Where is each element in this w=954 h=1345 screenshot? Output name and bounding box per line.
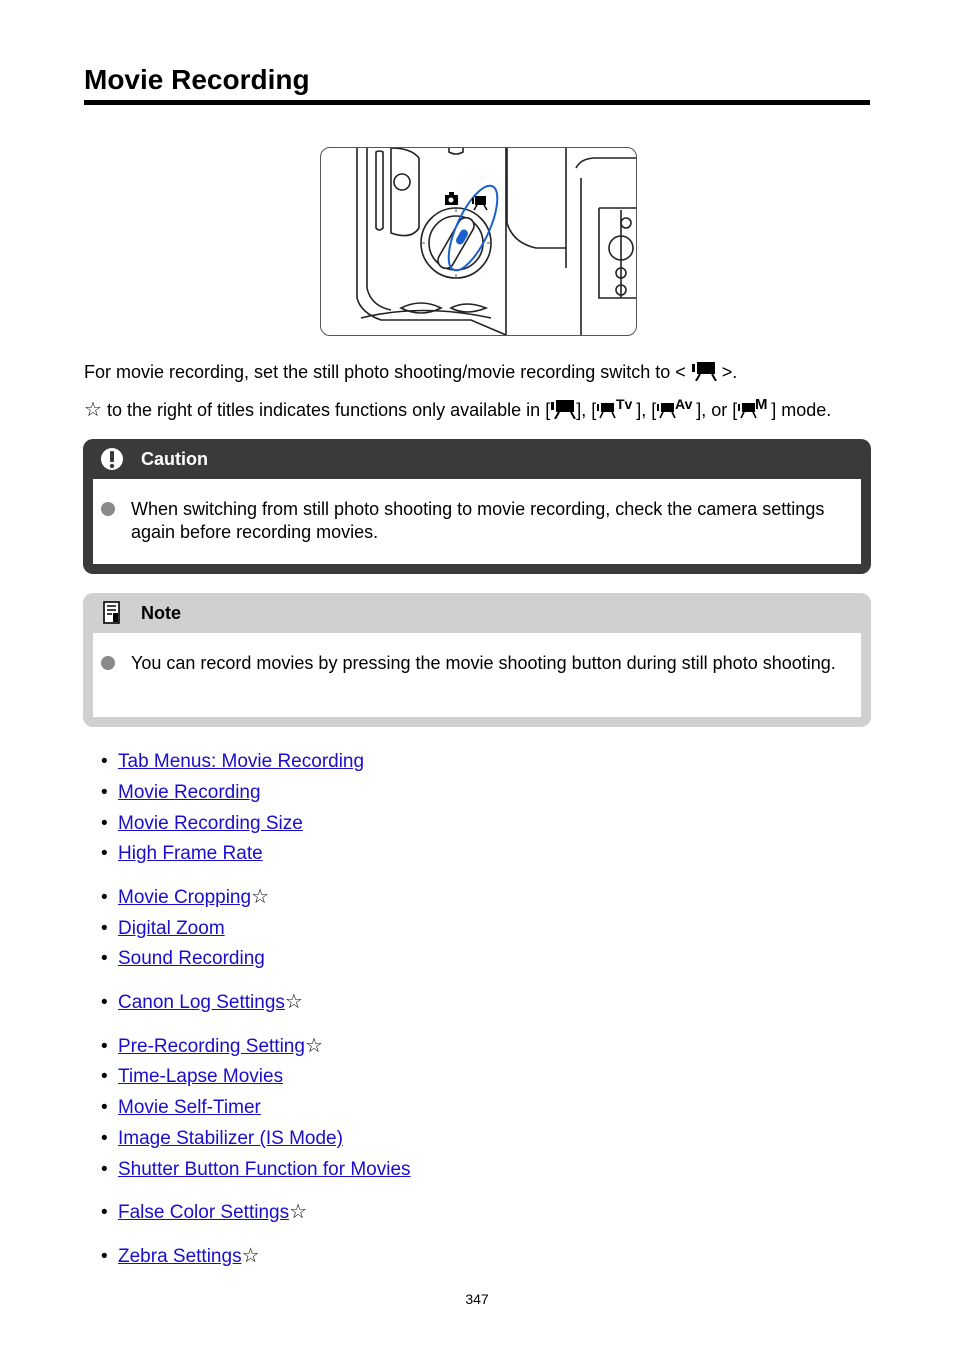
movie-tv-mode-icon — [596, 397, 636, 424]
link-movie-recording-size[interactable]: Movie Recording Size — [118, 813, 303, 834]
list-item: • Tab Menus: Movie Recording — [101, 751, 365, 772]
list-item: • Movie Self-Timer — [101, 1097, 261, 1118]
link-time-lapse-movies[interactable]: Time-Lapse Movies — [118, 1066, 284, 1087]
caution-header — [93, 439, 861, 479]
caution-label: Caution — [141, 448, 208, 469]
intro-line-2 — [84, 397, 831, 424]
av-label: Av — [675, 397, 693, 412]
list-item: • Sound Recording — [101, 948, 265, 969]
list-item: • Movie Recording Size — [101, 813, 303, 834]
list-item: • Zebra Settings☆ — [101, 1245, 260, 1267]
list-item: • Movie Recording — [101, 782, 261, 803]
link-movie-self-timer[interactable]: Movie Self-Timer — [118, 1097, 261, 1118]
list-item: • Canon Log Settings☆ — [101, 991, 303, 1013]
list-item: • High Frame Rate — [101, 843, 263, 864]
list-item: • Image Stabilizer (IS Mode) — [101, 1128, 343, 1149]
caution-body — [93, 479, 861, 564]
intro-text-c: to the right of titles indicates functions only available in [ — [101, 400, 551, 420]
sep-2: ], [ — [636, 400, 657, 420]
list-item: • Movie Cropping☆ — [101, 886, 270, 908]
list-item: • Pre-Recording Setting☆ — [101, 1035, 323, 1057]
list-item: • Time-Lapse Movies — [101, 1066, 284, 1087]
movie-icon — [691, 361, 717, 386]
bullet-circle-icon — [101, 656, 115, 670]
note-box — [83, 593, 871, 727]
link-digital-zoom[interactable]: Digital Zoom — [118, 918, 225, 939]
list-item: • Digital Zoom — [101, 918, 225, 939]
link-sound-recording[interactable]: Sound Recording — [118, 948, 265, 969]
sep-1: ], [ — [576, 400, 597, 420]
link-high-frame-rate[interactable]: High Frame Rate — [118, 843, 263, 864]
intro-text-a: For movie recording, set the still photo shooting/movie recording switch to < — [84, 362, 691, 382]
star-icon: ☆ — [284, 991, 303, 1013]
link-movie-cropping[interactable]: Movie Cropping — [118, 887, 252, 908]
list-item: • False Color Settings☆ — [101, 1201, 308, 1223]
sep-3: ], or [ — [696, 400, 738, 420]
link-image-stabilizer[interactable]: Image Stabilizer (IS Mode) — [118, 1128, 343, 1149]
note-icon — [93, 601, 131, 625]
note-text: You can record movies by pressing the movie shooting button during still photo shooting. — [131, 653, 836, 673]
link-pre-recording-setting[interactable]: Pre-Recording Setting — [118, 1036, 305, 1057]
link-canon-log-settings[interactable]: Canon Log Settings — [118, 992, 285, 1013]
bullet-circle-icon — [101, 502, 115, 516]
camera-switch-illustration — [320, 147, 637, 336]
link-movie-recording[interactable]: Movie Recording — [118, 782, 261, 803]
intro-text-d: ] mode. — [771, 400, 832, 420]
tv-label: Tv — [616, 397, 633, 412]
link-false-color-settings[interactable]: False Color Settings — [118, 1202, 290, 1223]
intro-text-b: >. — [716, 362, 738, 382]
m-label: M — [755, 397, 768, 413]
intro-line-1 — [84, 361, 737, 386]
link-zebra-settings[interactable]: Zebra Settings — [118, 1246, 242, 1267]
link-tab-menus-movie-recording[interactable]: Tab Menus: Movie Recording — [118, 751, 365, 772]
movie-av-mode-icon — [656, 397, 696, 424]
page-number: 347 — [465, 1291, 489, 1307]
caution-text: When switching from still photo shooting to movie recording, check the camera settings again before recording movies. — [131, 499, 825, 542]
star-icon: ☆ — [289, 1201, 308, 1223]
star-icon: ☆ — [241, 1245, 260, 1267]
star-icon: ☆ — [251, 886, 270, 908]
caution-box — [83, 439, 871, 574]
note-header — [93, 593, 861, 633]
page-title: Movie Recording — [84, 62, 870, 105]
star-icon: ☆ — [304, 1035, 323, 1057]
star-icon: ☆ — [84, 399, 102, 421]
movie-m-mode-icon — [737, 397, 771, 424]
caution-icon — [93, 447, 131, 471]
note-label: Note — [141, 602, 181, 623]
camera-body-drawing — [321, 148, 636, 335]
movie-auto-mode-icon — [550, 399, 576, 424]
list-item: • Shutter Button Function for Movies — [101, 1159, 411, 1180]
note-body — [93, 633, 861, 717]
link-shutter-button-function[interactable]: Shutter Button Function for Movies — [118, 1159, 411, 1180]
